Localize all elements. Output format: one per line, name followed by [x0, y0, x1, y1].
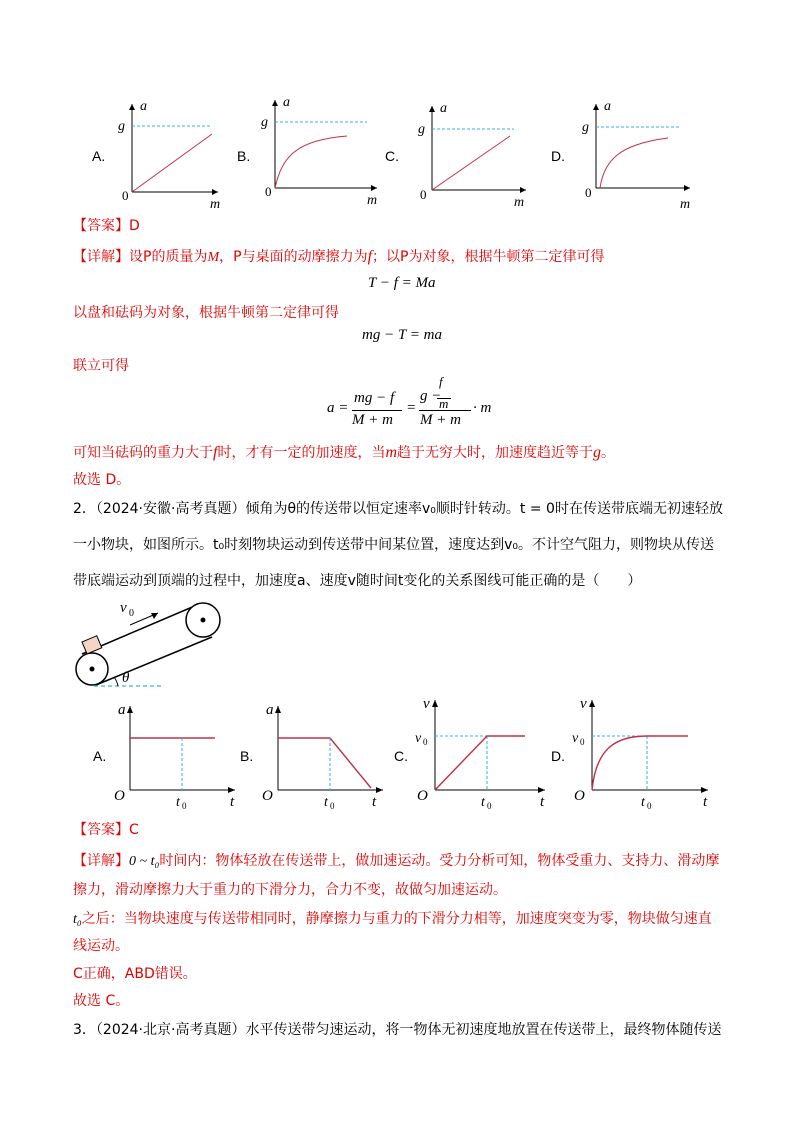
g-label: g — [118, 119, 125, 134]
svg-text:m: m — [680, 197, 691, 212]
svg-text:O: O — [417, 788, 428, 804]
svg-text:0: 0 — [580, 737, 585, 747]
svg-text:0: 0 — [585, 185, 592, 200]
svg-text:0: 0 — [265, 184, 272, 199]
svg-text:v: v — [120, 600, 127, 616]
q2-option-a: A. — [93, 748, 107, 764]
svg-text:a: a — [283, 96, 290, 110]
svg-text:t: t — [540, 794, 545, 810]
svg-text:0: 0 — [420, 187, 427, 202]
q1-option-b: B. — [237, 148, 251, 164]
svg-text:g: g — [582, 120, 589, 135]
q2-option-c: C. — [394, 748, 408, 764]
q1-answer: 【答案】D — [73, 218, 140, 234]
q2-graph-d — [570, 690, 715, 810]
svg-text:0: 0 — [129, 608, 134, 619]
q1-graph-d — [580, 100, 695, 212]
svg-text:0: 0 — [330, 801, 335, 810]
svg-text:t: t — [641, 795, 645, 810]
q1-detail-line1: 【详解】设P的质量为M，P与桌面的动摩擦力为f；以P为对象，根据牛顿第二定律可得 — [73, 248, 605, 265]
svg-text:O: O — [574, 788, 585, 804]
q1-detail-line3: 联立可得 — [73, 358, 129, 374]
svg-text:a: a — [440, 102, 447, 116]
q1-choose: 故选 D。 — [73, 472, 131, 488]
svg-text:a: a — [140, 100, 147, 114]
svg-text:O: O — [262, 788, 273, 804]
q2-option-d: D. — [551, 748, 565, 764]
q2-detail-p1b: 擦力，滑动摩擦力大于重力的下滑分力，合力不变，故做匀加速运动。 — [73, 882, 507, 898]
q1-option-d: D. — [551, 148, 565, 164]
q2-graph-c — [413, 690, 558, 810]
svg-text:t: t — [481, 795, 485, 810]
svg-text:θ: θ — [122, 670, 130, 686]
q2-detail-p1: 【详解】0 ~ t₀时间内：物体轻放在传送带上，做加速运动。受力分析可知，物体受重力、支持力、滑动摩 — [73, 853, 720, 869]
svg-text:a: a — [118, 702, 126, 718]
svg-text:t: t — [703, 794, 708, 810]
svg-text:t: t — [176, 795, 180, 810]
q3-line1: 3．（2024·北京·高考真题）水平传送带匀速运动，将一物体无初速度地放置在传送带上，最终物体随传送 — [73, 1022, 722, 1038]
svg-text:a: a — [604, 100, 611, 114]
q2-graph-b — [258, 700, 398, 810]
q1-eq1: T − f = Ma — [368, 275, 436, 291]
svg-text:a: a — [266, 702, 274, 718]
q2-choose: 故选 C。 — [73, 993, 130, 1009]
svg-text:m: m — [367, 193, 378, 208]
q1-eq2: mg − T = ma — [362, 327, 442, 343]
svg-text:0: 0 — [182, 801, 187, 810]
svg-text:m: m — [514, 195, 525, 210]
svg-text:O: O — [114, 788, 125, 804]
q1-graph-b — [257, 96, 382, 208]
svg-text:g: g — [418, 122, 425, 137]
q2-detail-p3: C正确，ABD错误。 — [73, 966, 197, 982]
q1-eq3: a = mg − f M + m = f g − m M + m · m — [327, 374, 492, 428]
svg-text:t: t — [372, 794, 377, 810]
q2-option-b: B. — [240, 748, 254, 764]
svg-text:t: t — [324, 795, 328, 810]
svg-text:v: v — [423, 696, 430, 712]
svg-text:m: m — [210, 197, 221, 210]
svg-text:0: 0 — [647, 801, 652, 810]
svg-text:v: v — [580, 696, 587, 712]
q1-option-c: C. — [385, 148, 399, 164]
svg-text:t: t — [230, 794, 235, 810]
q2-line2: 一小物块，如图所示。t₀时刻物块运动到传送带中间某位置，速度达到v₀。不计空气阻力，则物块从传送 — [73, 537, 714, 553]
svg-text:g: g — [261, 115, 268, 130]
svg-text:v: v — [415, 731, 422, 746]
conveyor-belt-diagram — [70, 592, 250, 697]
q2-answer: 【答案】C — [73, 822, 139, 838]
q1-detail-line4: 可知当砝码的重力大于f时，才有一定的加速度，当m趋于无穷大时，加速度趋近等于g。 — [73, 444, 616, 461]
q1-graph-a — [112, 100, 222, 210]
q1-graph-c — [414, 102, 529, 210]
svg-text:0: 0 — [487, 801, 492, 810]
svg-text:0: 0 — [423, 737, 428, 747]
q2-detail-p2b: 线运动。 — [73, 938, 129, 954]
q1-option-a: A. — [92, 148, 106, 164]
svg-text:0: 0 — [122, 188, 129, 203]
q2-graph-a — [110, 700, 250, 810]
q1-graphs — [0, 90, 800, 210]
svg-text:v: v — [572, 731, 579, 746]
q1-detail-line2: 以盘和砝码为对象，根据牛顿第二定律可得 — [73, 305, 339, 321]
q2-line1: 2．（2024·安徽·高考真题）倾角为θ的传送带以恒定速率v₀顺时针转动。t = 0时在传送带底端无初速轻放 — [73, 501, 723, 517]
q2-detail-p2: t₀之后：当物块速度与传送带相同时，静摩擦力与重力的下滑分力相等，加速度突变为零，物块做匀速直 — [73, 911, 712, 927]
q2-line3: 带底端运动到顶端的过程中，加速度a、速度v随时间t变化的关系图线可能正确的是（ ） — [73, 573, 642, 589]
